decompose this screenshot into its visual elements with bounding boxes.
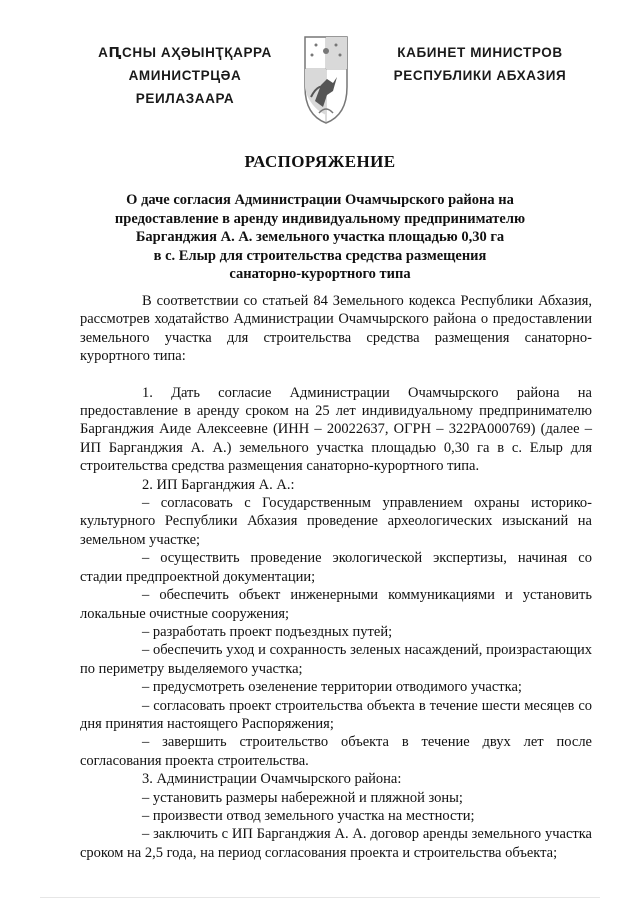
subject-line: санаторно-курортного типа <box>229 266 411 282</box>
item-2-paragraph: 2. ИП Барганджия А. А.: <box>142 476 295 493</box>
subject-line: в с. Елыр для строительства средства размещения <box>153 247 487 264</box>
item-2-subitem: – согласовать проект строительства объекта в течение шести месяцев со дня принятия настоящего Распоряжения; <box>80 697 592 732</box>
item-1-paragraph: 1. Дать согласие Администрации Очамчырского района на предоставление в аренду сроком на 25 лет индивидуальному предпринимателю Барганджия Аиде Алексеевне (ИНН – 20022637, ОГРН – 322РА000769) (далее – ИП Барганджия А. А.) земельного участка площадью 0,30 га в с. Елыр для строительства средства размещения санаторно-курортного типа. <box>80 384 592 475</box>
item-3-paragraph: 3. Администрации Очамчырского района: <box>142 771 402 788</box>
document-body <box>80 292 592 862</box>
item-2-subitem: – обеспечить уход и сохранность зеленых насаждений, произрастающих по периметру выделяемого участка; <box>80 642 592 677</box>
header-left-line2: АМИНИСТРЦӘА РЕИЛАЗААРА <box>128 68 242 106</box>
page-bottom-divider <box>40 897 600 898</box>
header-right-line1: КАБИНЕТ МИНИСТРОВ <box>397 45 563 60</box>
item-2-subitem: – предусмотреть озеленение территории отводимого участка; <box>142 679 522 696</box>
item-2-subitem: – завершить строительство объекта в течение двух лет после согласования проекта строительства. <box>80 734 592 769</box>
item-3-subitem: – произвести отвод земельного участка на местности; <box>142 807 475 824</box>
header-right-block <box>385 41 575 87</box>
item-2-subitem: – обеспечить объект инженерными коммуникациями и установить локальные очистные сооружения; <box>80 587 592 622</box>
item-3-subitem: – установить размеры набережной и пляжной зоны; <box>142 789 463 806</box>
document-subject <box>90 191 550 284</box>
header-left-block <box>80 41 290 110</box>
item-3-subitem: – заключить с ИП Барганджия А. А. договор аренды земельного участка сроком на 2,5 года, на период согласования проекта и строительства объекта; <box>80 826 592 861</box>
item-2-subitem: – разработать проект подъездных путей; <box>142 623 393 640</box>
subject-line: предоставление в аренду индивидуальному предпринимателю <box>114 210 526 227</box>
item-2-subitem: – осуществить проведение экологической экспертизы, начиная со стадии предпроектной документации; <box>80 550 592 585</box>
subject-line: О даче согласия Администрации Очамчырского района на <box>126 192 514 208</box>
intro-paragraph: В соответствии со статьей 84 Земельного кодекса Республики Абхазия, рассмотрев ходатайство Администрации Очамчырского района о предоставлении земельного участка для строительства средства размещения санаторно-курортного типа: <box>80 293 592 365</box>
header-right-line2: РЕСПУБЛИКИ АБХАЗИЯ <box>393 68 567 83</box>
subject-line: Барганджия А. А. земельного участка площадью 0,30 га <box>135 229 505 245</box>
document-title: РАСПОРЯЖЕНИЕ <box>244 152 396 171</box>
coat-of-arms-icon <box>303 35 349 125</box>
item-2-subitem: – согласовать с Государственным управлением охраны историко-культурного Республики Абхазия проведение археологических изысканий на земельном участке; <box>80 495 592 548</box>
header-left-line1: АԤСНЫ АҲӘЫНҬҚАРРА <box>98 45 272 60</box>
